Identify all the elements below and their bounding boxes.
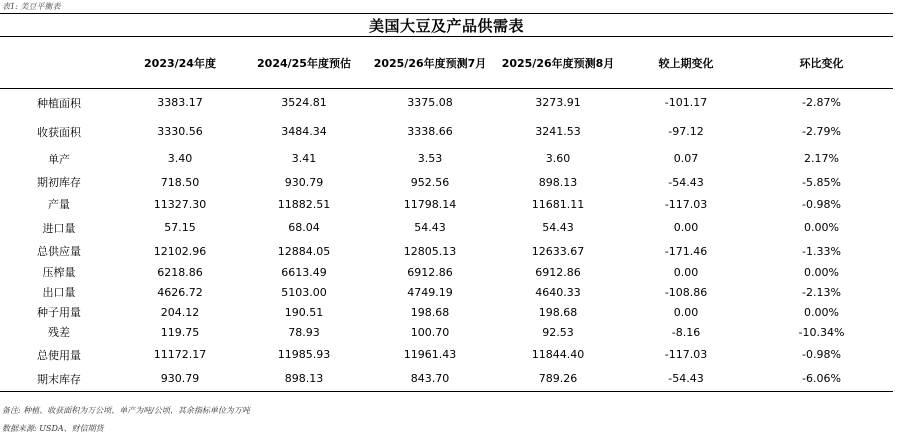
header-cell: 2025/26年度预测7月 [366,38,494,88]
table-cell: 0.00 [673,221,699,234]
table-cell: -54.43 [668,175,704,189]
table-cell: 68.04 [288,221,320,234]
table-cell: 3524.81 [281,96,327,110]
row-label: 总使用量 [37,348,81,362]
table-cell: 198.68 [410,305,450,319]
table-cell: -2.13% [802,285,841,299]
header-cell: 环比变化 [750,38,893,88]
table-cell: 6912.86 [407,265,453,279]
row-label: 期初库存 [37,176,81,189]
table-cell: 6912.86 [535,265,581,279]
row-label: 单产 [48,152,70,166]
header-cell: 2024/25年度预估 [242,38,366,88]
table-cell: 100.70 [410,325,450,339]
table-row [0,215,893,240]
table-cell: 3330.56 [157,125,203,138]
header-cell: 2025/26年度预测8月 [494,38,622,88]
row-label: 总供应量 [37,245,81,258]
table-cell: 3375.08 [407,96,453,110]
data-source: 数据来源: USDA、财信期货 [2,424,104,433]
table-row [0,193,893,215]
table-cell: 930.79 [118,367,242,391]
table-cell: -101.17 [664,96,708,110]
table-cell: -5.85% [802,175,841,189]
table-cell: 11961.43 [403,348,457,361]
table-cell: -1.33% [802,244,841,258]
row-label: 产量 [48,198,70,211]
table-row [0,302,893,322]
table-cell: 0.07 [673,152,699,165]
table-cell: 11681.11 [531,197,585,211]
table-cell: -0.98% [802,197,841,211]
table-cell: -8.16 [671,325,701,339]
balance-table [0,38,893,392]
footnote: 备注: 种植、收获面积为万公顷、单产为吨/公顷、其余指标单位为万吨 [2,406,250,415]
row-label: 种植面积 [37,96,81,110]
header-cell [0,38,118,88]
table-cell: 198.68 [538,305,578,319]
row-label: 残差 [48,326,70,339]
table-cell: 11172.17 [153,348,207,361]
table-row [0,240,893,262]
table-row [0,88,893,117]
table-cell: 12805.13 [403,244,457,258]
supply-demand-table [0,38,893,392]
table-cell: 3383.17 [157,96,203,110]
table-cell: -10.34% [798,325,845,339]
header-row [0,38,893,88]
table-cell: -2.79% [802,125,841,138]
table-cell: -117.03 [664,348,708,361]
title-bar [0,13,893,37]
table-cell: 3273.91 [535,96,581,110]
table-cell: 718.50 [160,175,200,189]
table-cell: 3.41 [291,152,317,165]
table-cell: 0.00 [673,305,699,319]
table-row [0,282,893,302]
table-cell: 54.43 [414,221,446,234]
table-cell: 4749.19 [407,285,453,299]
table-cell: 930.79 [284,175,324,189]
row-label: 种子用量 [37,306,81,319]
table-cell: 11844.40 [531,348,585,361]
table-cell: 2.17% [804,152,839,165]
table-cell: 0.00% [804,221,839,234]
table-cell: 11882.51 [277,197,331,211]
table-row [0,367,893,391]
table-cell: -2.87% [802,96,841,110]
table-row [0,171,893,193]
table-cell: 6218.86 [157,265,203,279]
table-title: 美国大豆及产品供需表 [368,16,524,35]
table-cell: 789.26 [494,367,622,391]
table-cell: 204.12 [160,305,200,319]
table-cell: -171.46 [664,244,708,258]
table-caption: 表1: 美豆平衡表 [2,2,61,11]
row-label: 收获面积 [37,125,81,139]
row-label: 出口量 [42,286,76,299]
table-row [0,342,893,367]
table-cell: -54.43 [622,367,750,391]
table-cell: 12884.05 [277,244,331,258]
table-cell: 3241.53 [535,125,581,138]
table-cell: 3.53 [417,152,443,165]
table-cell: 0.00% [804,265,839,279]
table-cell: 3.40 [167,152,193,165]
table-cell: 190.51 [284,305,324,319]
table-cell: -6.06% [750,367,893,391]
table-cell: 54.43 [542,221,574,234]
table-cell: 11985.93 [277,348,331,361]
table-cell: 119.75 [160,325,200,339]
row-label: 期末库存 [0,367,118,391]
table-cell: 898.13 [242,367,366,391]
row-label: 进口量 [42,221,76,235]
table-cell: 3.60 [545,152,571,165]
table-cell: 898.13 [538,175,578,189]
table-row [0,262,893,282]
table-cell: 0.00% [804,305,839,319]
table-cell: 12633.67 [531,244,585,258]
table-row [0,146,893,171]
table-cell: 952.56 [410,175,450,189]
header-cell: 较上期变化 [622,38,750,88]
row-label: 压榨量 [42,266,76,279]
table-cell: 12102.96 [153,244,207,258]
table-cell: 11798.14 [403,197,457,211]
table-cell: 5103.00 [281,285,327,299]
table-cell: 0.00 [673,265,699,279]
table-cell: 78.93 [288,325,320,339]
table-cell: 4626.72 [157,285,203,299]
table-row [0,322,893,342]
table-cell: -108.86 [664,285,708,299]
table-cell: 57.15 [164,221,196,234]
table-cell: 92.53 [542,325,574,339]
table-cell: 6613.49 [281,265,327,279]
header-cell: 2023/24年度 [118,38,242,88]
table-cell: -0.98% [802,348,841,361]
table-cell: 843.70 [366,367,494,391]
table-cell: 4640.33 [535,285,581,299]
table-cell: -117.03 [664,197,708,211]
table-cell: 11327.30 [153,197,207,211]
table-cell: -97.12 [668,125,704,138]
table-cell: 3484.34 [281,125,327,138]
table-cell: 3338.66 [407,125,453,138]
table-row [0,117,893,146]
